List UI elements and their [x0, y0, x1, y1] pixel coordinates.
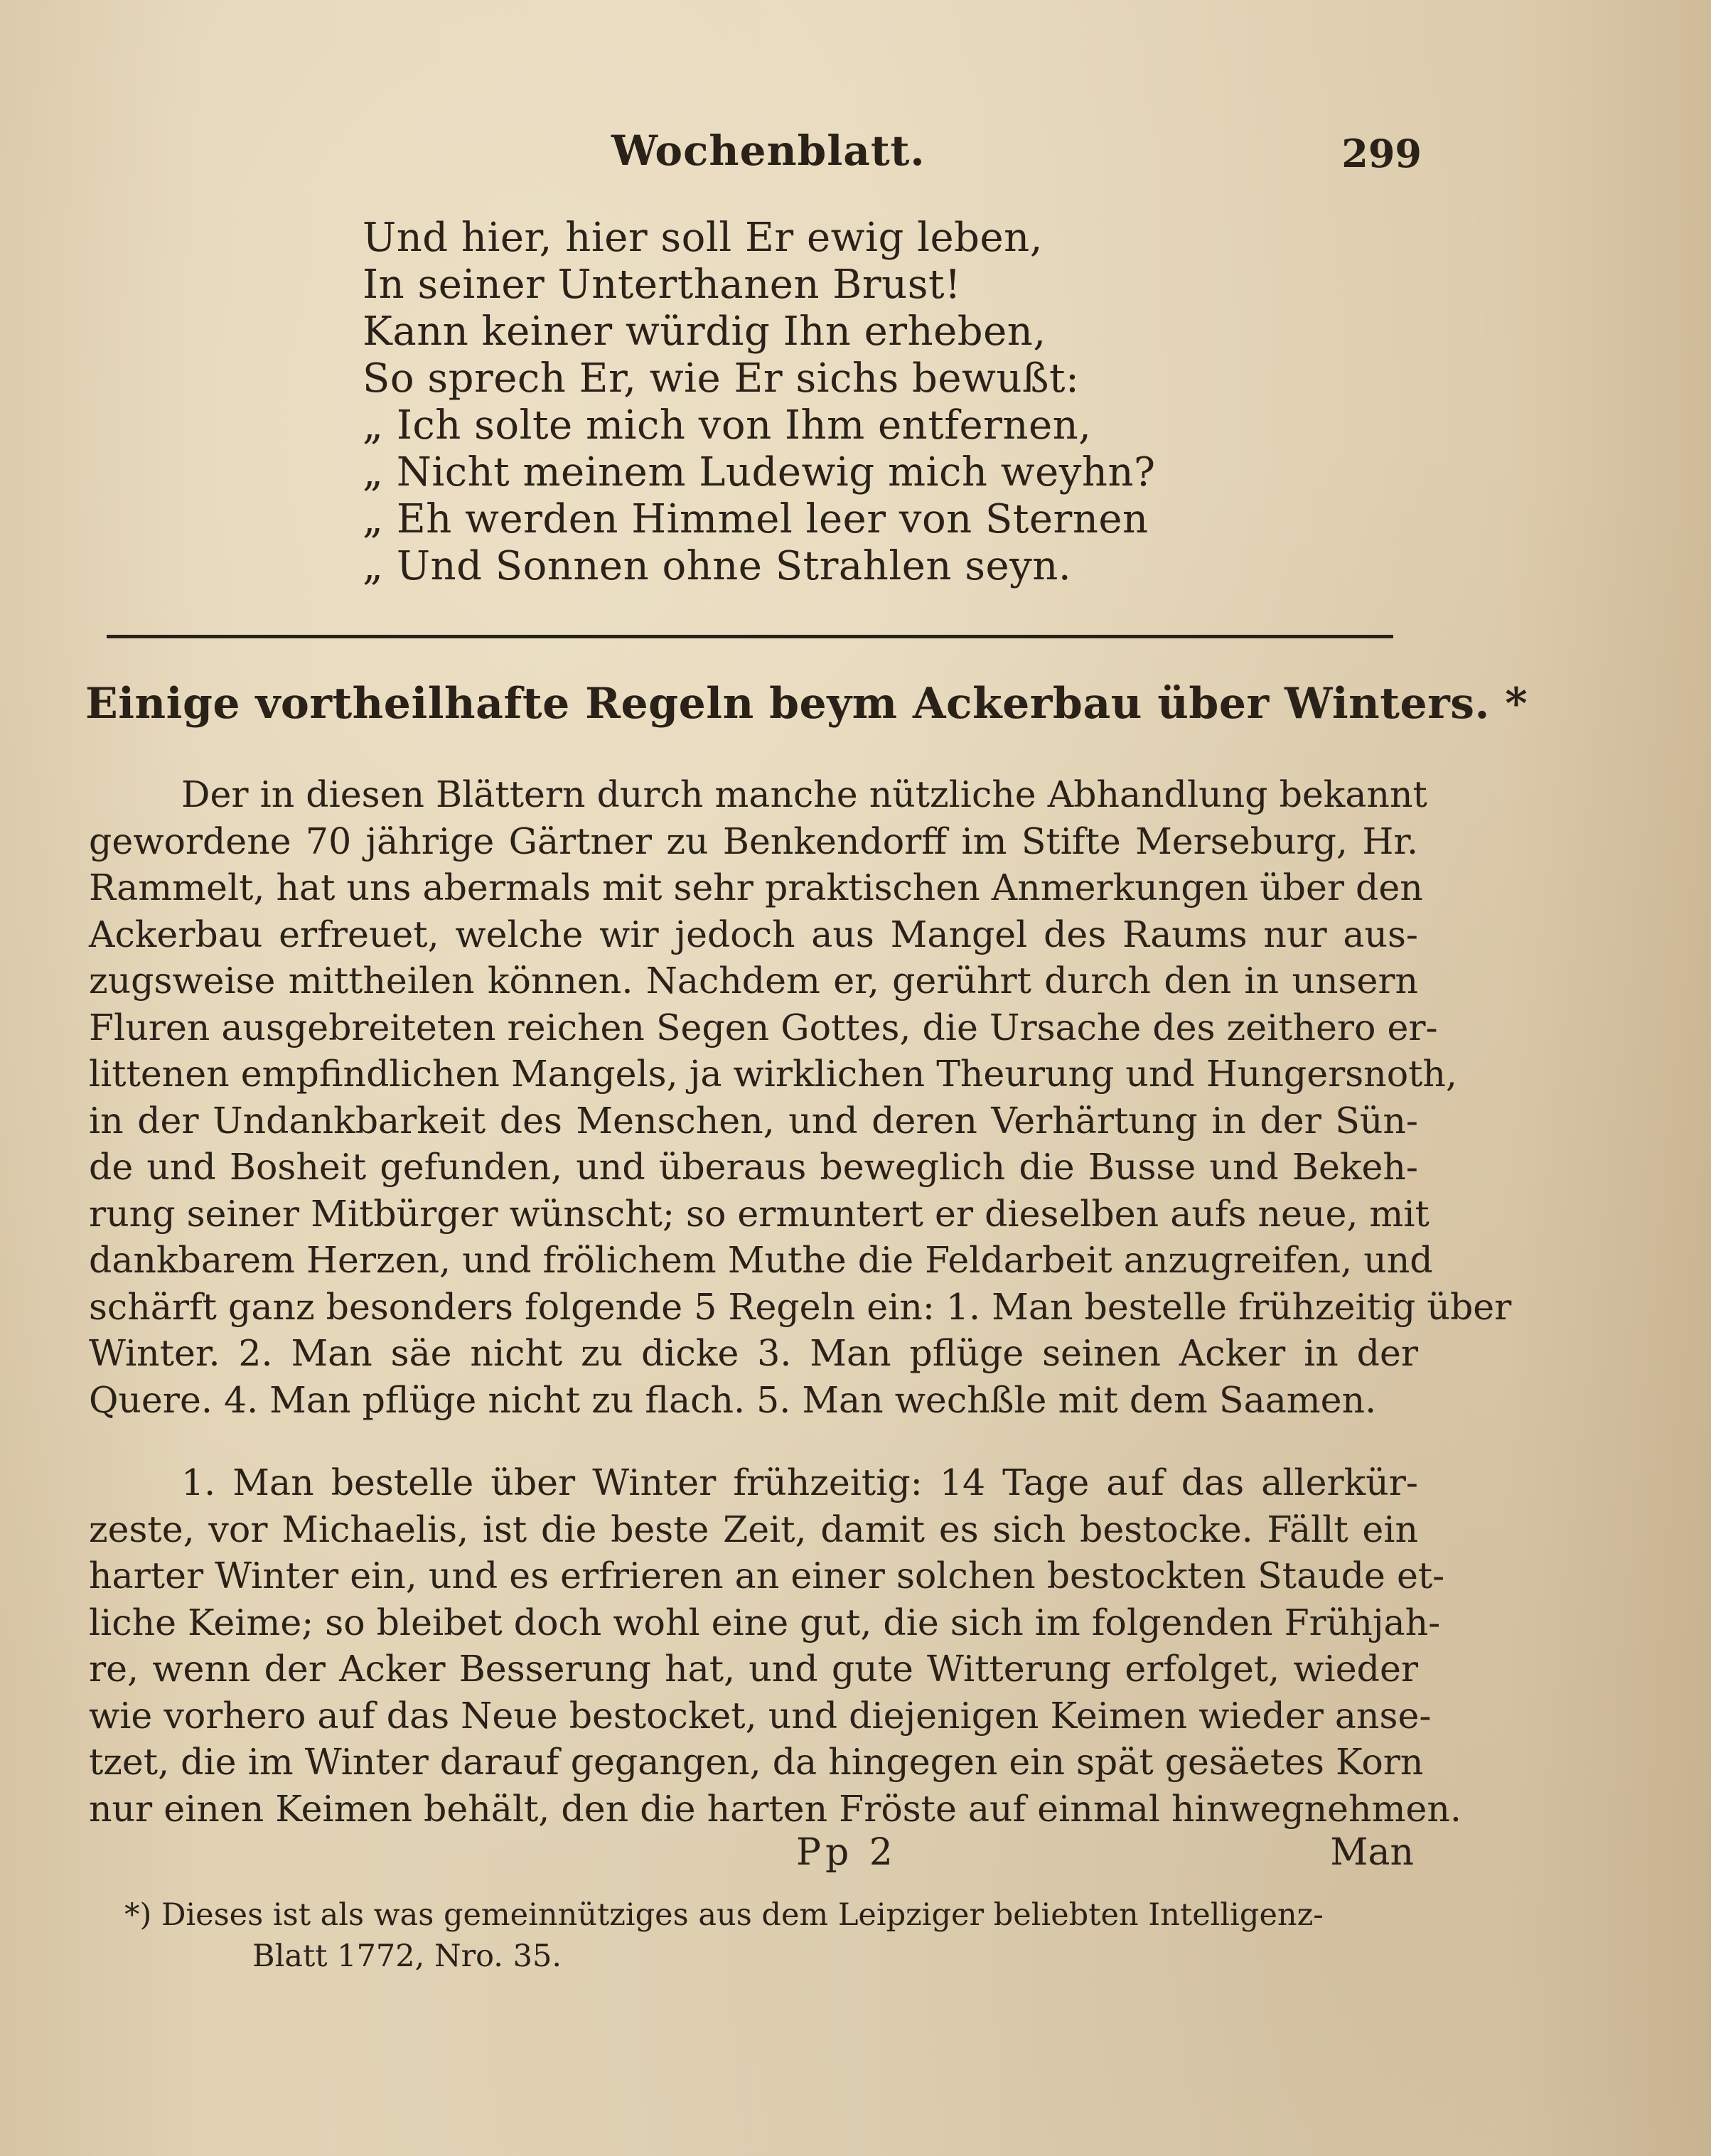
- text-line: Ackerbau erfreuet, welche wir jedoch aus Mangel des Raums nur aus-: [89, 913, 1418, 955]
- text-line: re, wenn der Acker Besserung hat, und gute Witterung erfolget, wieder: [89, 1648, 1418, 1690]
- text-line: littenen empfindlichen Mangels, ja wirklichen Theurung und Hungersnoth,: [89, 1053, 1457, 1095]
- text-line: gewordene 70 jährige Gärtner zu Benkendorff im Stifte Merseburg, Hr.: [89, 820, 1418, 862]
- page-header: [92, 127, 1422, 183]
- poem-stanza: [363, 215, 1287, 590]
- poem-line: Kann keiner würdig Ihn erheben,: [363, 309, 1046, 355]
- text-line: in der Undankbarkeit des Menschen, und deren Verhärtung in der Sün-: [89, 1099, 1418, 1142]
- text-line: tzet, die im Winter darauf gegangen, da hingegen ein spät gesäetes Korn: [89, 1741, 1424, 1783]
- poem-line: „ Und Sonnen ohne Strahlen seyn.: [363, 543, 1072, 589]
- poem-line: In seiner Unterthanen Brust!: [363, 262, 961, 308]
- page-number: 299: [1341, 131, 1422, 176]
- text-line: Quere. 4. Man pflüge nicht zu flach. 5. Man wechßle mit dem Saamen.: [89, 1378, 1377, 1421]
- poem-line: Und hier, hier soll Er ewig leben,: [363, 215, 1043, 261]
- poem-line: „ Ich solte mich von Ihm entfernen,: [363, 402, 1092, 449]
- text-line: Rammelt, hat uns abermals mit sehr praktischen Anmerkungen über den: [89, 867, 1423, 908]
- article-title: Einige vortheilhafte Regeln beym Ackerbau über Winters. *: [85, 679, 1528, 729]
- text-line: harter Winter ein, und es erfrieren an einer solchen bestockten Staude et-: [89, 1555, 1445, 1597]
- catchword: Man: [1330, 1831, 1414, 1874]
- text-line: Fluren ausgebreiteten reichen Segen Gottes, die Ursache des zeithero er-: [89, 1006, 1438, 1048]
- section-divider: [107, 635, 1393, 638]
- poem-line: „ Eh werden Himmel leer von Sternen: [363, 496, 1149, 542]
- text-line: zeste, vor Michaelis, ist die beste Zeit, damit es sich bestocke. Fällt ein: [89, 1508, 1418, 1550]
- text-line: liche Keime; so bleibet doch wohl eine gut, die sich im folgenden Frühjah-: [89, 1601, 1441, 1643]
- footnote: [124, 1894, 1404, 1977]
- text-line: nur einen Keimen behält, den die harten Fröste auf einmal hinwegnehmen.: [89, 1787, 1461, 1830]
- text-line: de und Bosheit gefunden, und überaus beweglich die Busse und Bekeh-: [89, 1146, 1418, 1188]
- poem-line: „ Nicht meinem Ludewig mich weyhn?: [363, 449, 1156, 495]
- footnote-line: Blatt 1772, Nro. 35.: [252, 1938, 562, 1974]
- running-title: Wochenblatt.: [611, 127, 926, 175]
- article-paragraph-2: [89, 1459, 1461, 1832]
- poem-line: So sprech Er, wie Er sichs bewußt:: [363, 355, 1080, 402]
- text-line: Der in diesen Blättern durch manche nützliche Abhandlung bekannt: [181, 773, 1427, 815]
- text-line: wie vorhero auf das Neue bestocket, und diejenigen Keimen wieder anse-: [89, 1694, 1432, 1737]
- text-line: rung seiner Mitbürger wünscht; so ermuntert er dieselben aufs neue, mit: [89, 1192, 1430, 1235]
- text-line: 1. Man bestelle über Winter frühzeitig: 14 Tage auf das allerkür-: [181, 1462, 1418, 1503]
- footnote-line: *) Dieses ist als was gemeinnütziges aus dem Leipziger beliebten Intelligenz-: [124, 1897, 1324, 1933]
- text-line: dankbarem Herzen, und frölichem Muthe die Feldarbeit anzugreifen, und: [89, 1239, 1433, 1281]
- text-line: Winter. 2. Man säe nicht zu dicke 3. Man pflüge seinen Acker in der: [89, 1332, 1418, 1374]
- article-paragraph-1: [89, 771, 1512, 1423]
- text-line: zugsweise mittheilen können. Nachdem er, gerührt durch den in unsern: [89, 960, 1418, 1002]
- text-line: schärft ganz besonders folgende 5 Regeln ein: 1. Man bestelle frühzeitig über: [89, 1285, 1512, 1328]
- signature-mark: Pp 2: [796, 1831, 897, 1874]
